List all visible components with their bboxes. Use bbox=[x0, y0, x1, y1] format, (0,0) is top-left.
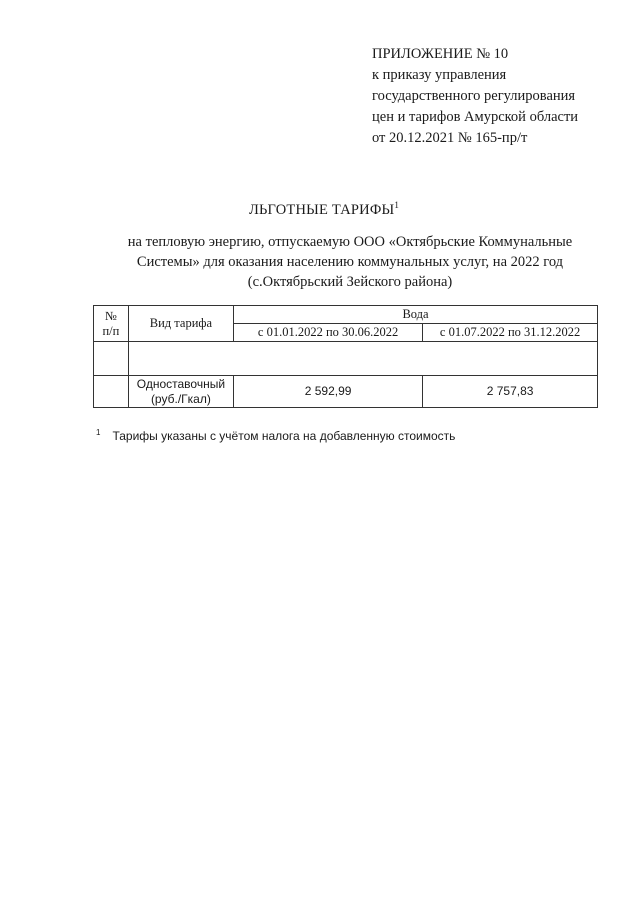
document-subtitle bbox=[70, 232, 630, 292]
tariff-table bbox=[93, 305, 598, 408]
annex-line-2: к приказу управления bbox=[372, 67, 507, 83]
table-row bbox=[94, 376, 598, 408]
annex-block bbox=[372, 44, 578, 149]
row-no-cell bbox=[94, 376, 129, 408]
table-blank-row bbox=[94, 342, 598, 376]
table-header-row bbox=[94, 306, 598, 324]
subtitle-line-2: Системы» для оказания населению коммунальных услуг, на 2022 год bbox=[136, 254, 564, 270]
period-header-2: с 01.07.2022 по 31.12.2022 bbox=[423, 324, 598, 342]
col-no-header: № п/п bbox=[94, 306, 129, 342]
period-header-1: с 01.01.2022 по 30.06.2022 bbox=[234, 324, 423, 342]
row-value-period-1: 2 592,99 bbox=[234, 376, 423, 408]
blank-cell-span bbox=[128, 342, 597, 376]
title-text: ЛЬГОТНЫЕ ТАРИФЫ bbox=[248, 201, 395, 218]
col-type-header: Вид тарифа bbox=[128, 306, 233, 342]
row-type-cell: Одноставочный (руб./Гкал) bbox=[128, 376, 233, 408]
row-value-period-2: 2 757,83 bbox=[423, 376, 598, 408]
annex-line-4: цен и тарифов Амурской области bbox=[372, 109, 579, 125]
blank-cell-no bbox=[94, 342, 129, 376]
subtitle-line-1: на тепловую энергию, отпускаемую ООО «Октябрьские Коммунальные bbox=[127, 234, 573, 250]
footnote bbox=[96, 428, 455, 443]
title-footnote-mark: 1 bbox=[394, 200, 400, 210]
document-title bbox=[0, 200, 640, 219]
footnote-mark: 1 bbox=[96, 428, 101, 437]
group-header-water: Вода bbox=[234, 306, 598, 324]
subtitle-line-3: (с.Октябрьский Зейского района) bbox=[247, 274, 453, 290]
footnote-text: Тарифы указаны с учётом налога на добавленную стоимость bbox=[112, 429, 456, 443]
annex-line-1: ПРИЛОЖЕНИЕ № 10 bbox=[372, 46, 509, 62]
annex-line-5: от 20.12.2021 № 165-пр/т bbox=[372, 130, 528, 146]
annex-line-3: государственного регулирования bbox=[372, 88, 576, 104]
